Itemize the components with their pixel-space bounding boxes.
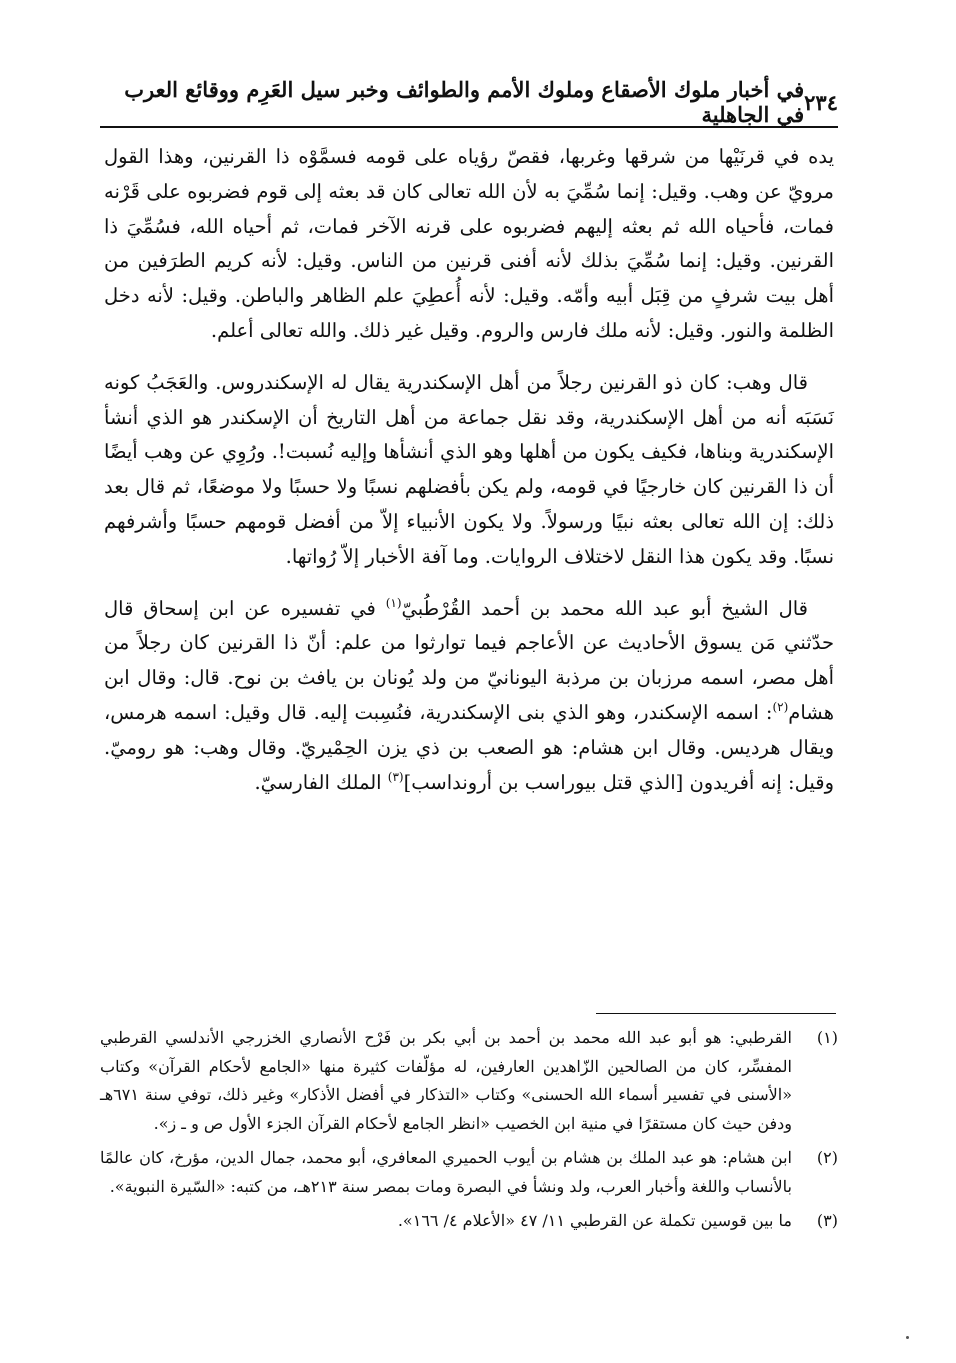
paragraph-3-part-3: : اسمه الإسكندر، وهو الذي بنى الإسكندرية، فنُسِبت إليه. قال وقيل: اسمه هرمس، ويقال هرديس. وقال ابن هشام: هو الصعب بن ذي يزن الحِمْيريّ. وقال وهب: هو روميّ. وقيل: إنه أفريدون [الذي قتل بيوراسب بن أرونداسب] <box>104 700 834 794</box>
main-text <box>104 140 834 800</box>
footnote-text: ما بين قوسين تكملة عن القرطبي ١١/ ٤٧ «الأعلام ٤/ ١٦٦». <box>397 1211 792 1230</box>
footnote-rule <box>596 1013 836 1014</box>
footnote-text: ابن هشام: هو عبد الملك بن هشام بن أيوب الحميري المعافري، أبو محمد، جمال الدين، مؤرخ، كان عالمًا بالأنساب واللغة وأخبار العرب، ولد ونشأ في البصرة ومات بمصر سنة ٢١٣هـ، من كتبه: «السّيرة النبوية». <box>100 1148 792 1196</box>
page-number: ٢٣٤ <box>804 89 838 115</box>
paragraph-3 <box>104 592 834 801</box>
footnote-3 <box>100 1207 838 1236</box>
paragraph-2: قال وهب: كان ذو القرنين رجلاً من أهل الإسكندرية يقال له الإسكندروس. والعَجَبُ كونه نَسَبَه أنه من أهل الإسكندرية، وقد نقل جماعة من أهل التاريخ أن الإسكندر هو الذي أنشأ الإسكندرية وبناها، فكيف يكون من أهلها وهو الذي أنشأها وإليه نُسبت!. ورُوِي عن وهب أيضًا أن ذا القرنين كان خارجيًا في قومه، ولم يكن بأفضلهم نسبًا ولا حسبًا ولا موضعًا، ثم قال بعد ذلك: إن الله تعالى بعثه نبيًا ورسولاً. ولا يكون الأنبياء إلاّ من أفضل قومهم حسبًا وأشرفهم نسبًا. وقد يكون هذا النقل لاختلاف الروايات. وما آفة الأخبار إلاّ رُواتها. <box>104 370 834 568</box>
footnote-ref-3[interactable]: (٣) <box>387 769 404 784</box>
footnotes <box>100 1024 838 1236</box>
paragraph-3-part-1: قال الشيخ أبو عبد الله محمد بن أحمد القُرْطُبيّ <box>401 596 809 620</box>
paragraph-3-part-2: في تفسيره عن ابن إسحاق قال حدّثني مَن يسوق الأحاديث عن الأعاجم فيما توارثوا من علم: أنّ ذا القرنين كان رجلاً من أهل مصر، اسمه مرزبان بن مرذبة اليونانيّ من ولد يُونان بن يافث بن نوح. قال: وقال ابن هشام <box>104 596 834 724</box>
footnote-number: (٢) <box>816 1148 838 1167</box>
footnote-text: القرطبي: هو أبو عبد الله محمد بن أحمد بن أبي بكر بن فَرْح الأنصاري الخزرجي الأندلسي القرطبي المفسِّر، كان من الصالحين الزّاهدين العارفين، له مؤلّفات كثيرة منها «الجامع لأحكام القرآن» وكتاب «الأسنى في تفسير أسماء الله الحسنى» وكتاب «التذكار في أفضل الأذكار» وغير ذلك، توفي سنة ٦٧١هـ ودفن حيث كان مستقرًا في منية ابن الخصيب «انظر الجامع لأحكام القرآن الجزء الأول ص و ـ ز». <box>100 1028 792 1133</box>
footnote-number: (١) <box>816 1028 838 1047</box>
footnote-ref-1[interactable]: (١) <box>385 595 402 610</box>
header-rule <box>100 126 838 128</box>
paragraph-3-part-4: الملك الفارسيّ. <box>254 770 388 794</box>
running-header <box>100 77 838 127</box>
footnote-1 <box>100 1024 838 1138</box>
paragraph-1: يده في قرنَيْها من شرقها وغربها، فقصّ رؤياه على قومه فسمَّوْه ذا القرنين، وهذا القول مرويّ عن وهب. وقيل: إنما سُمِّيَ به لأن الله تعالى كان قد بعثه إلى قوم فضربوه على قَرْنه فمات، فأحياه الله ثم بعثه إليهم فضربوه على قرنه الآخر فمات، ثم أحياه الله، فسُمِّيَ ذا القرنين. وقيل: إنما سُمِّيَ بذلك لأنه أفنى قرنين من الناس. وقيل: لأنه كريم الطرَفين من أهل بيت شرفٍ من قِبَل أبيه وأمّه. وقيل: لأنه أُعطِيَ علم الظاهر والباطن. وقيل: لأنه دخل الظلمة والنور. وقيل: لأنه ملك فارس والروم. وقيل غير ذلك. والله تعالى أعلم. <box>104 145 834 342</box>
scan-speck <box>906 1336 909 1339</box>
running-title: في أخبار ملوك الأصقاع وملوك الأمم والطوائف وخبر سيل العَرِم ووقائع العرب في الجاهلية <box>124 77 805 127</box>
footnote-2 <box>100 1144 838 1201</box>
footnote-ref-2[interactable]: (٢) <box>772 699 789 714</box>
footnote-number: (٣) <box>816 1211 838 1230</box>
